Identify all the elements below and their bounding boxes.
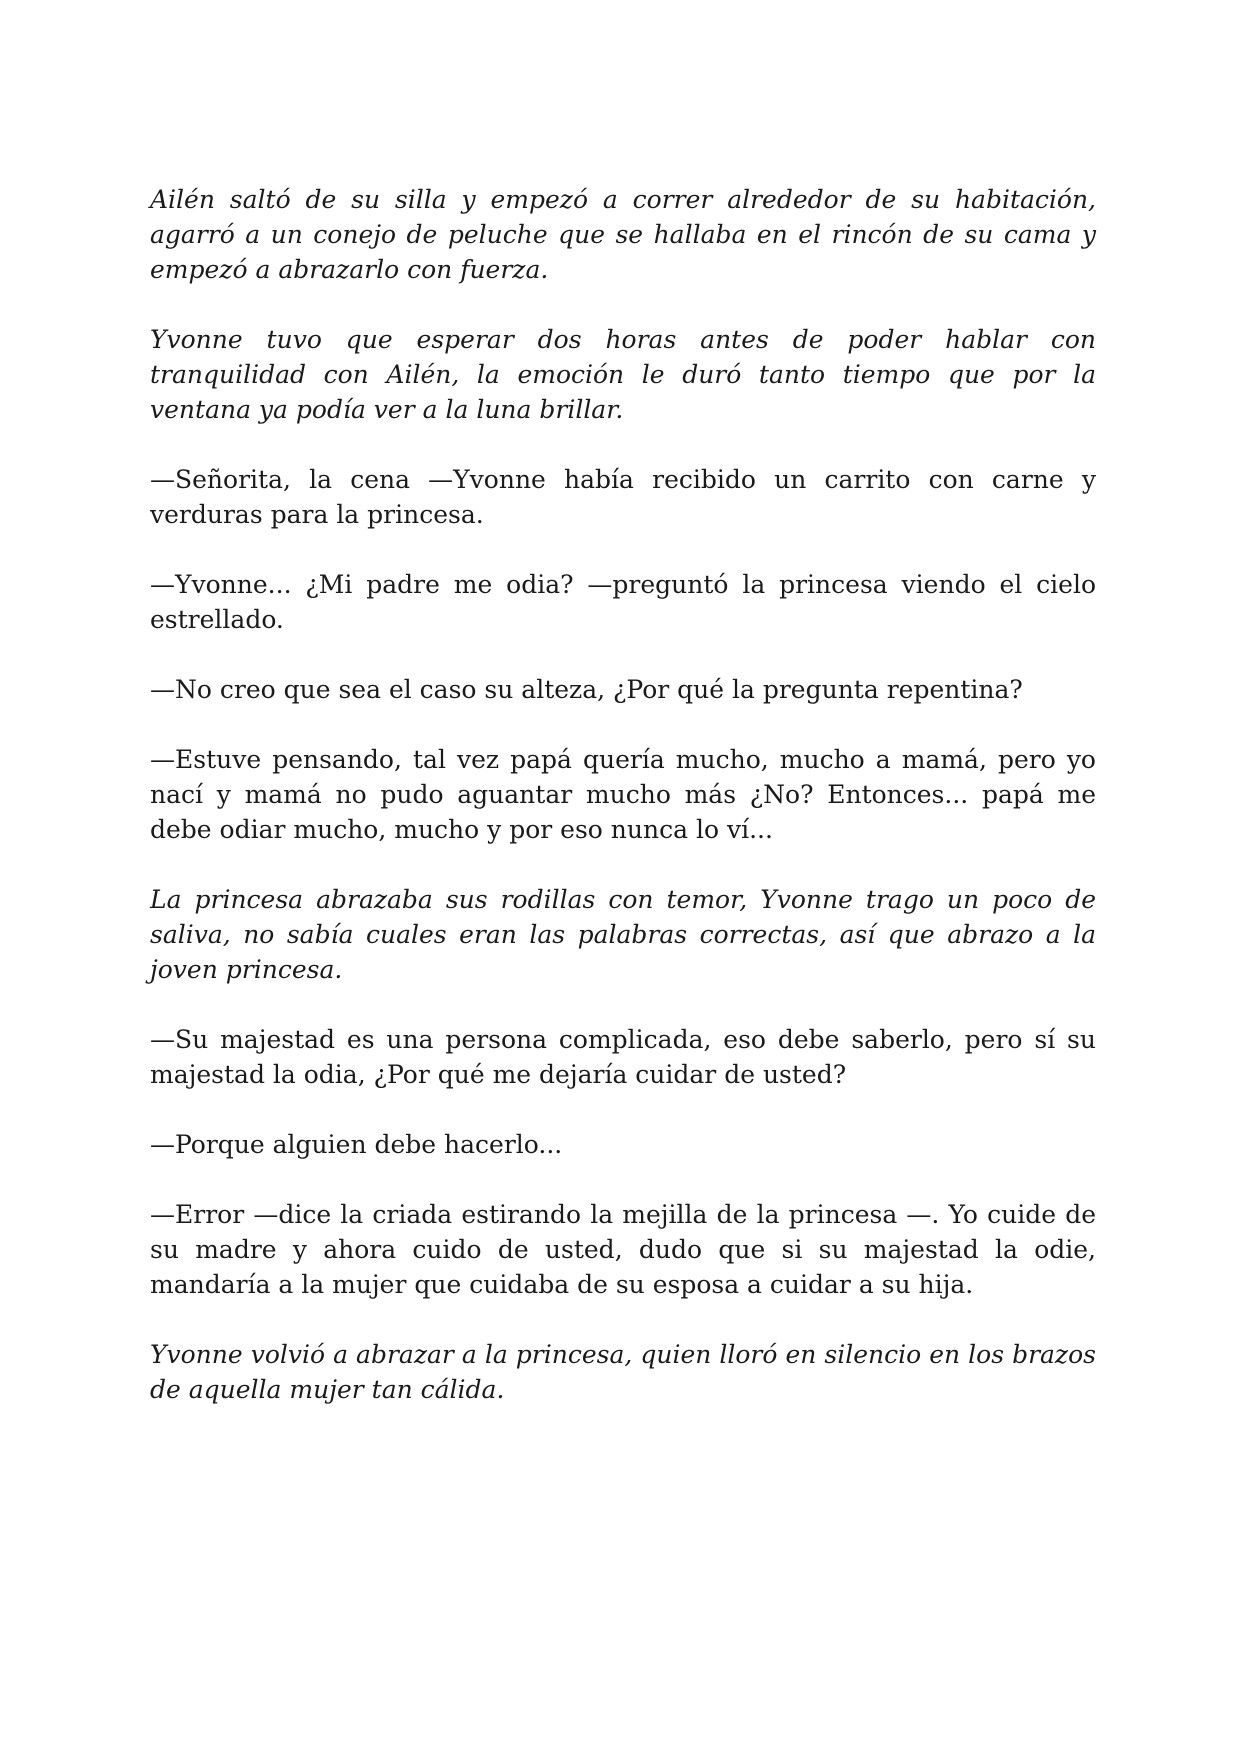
paragraph-6: —Estuve pensando, tal vez papá quería mucho, mucho a mamá, pero yo nací y mamá no pudo aguantar mucho más ¿No? Entonces... papá me debe odiar mucho, mucho y por eso nunca lo ví... — [150, 745, 1096, 844]
paragraph-2: Yvonne tuvo que esperar dos horas antes de poder hablar con tranquilidad con Ailén, la emoción le duró tanto tiempo que por la ventana ya podía ver a la luna brillar. — [150, 325, 1096, 424]
paragraph-7: La princesa abrazaba sus rodillas con temor, Yvonne trago un poco de saliva, no sabía cuales eran las palabras correctas, así que abrazo a la joven princesa. — [150, 885, 1096, 984]
paragraph-5: —No creo que sea el caso su alteza, ¿Por qué la pregunta repentina? — [150, 675, 1023, 704]
paragraph-9: —Porque alguien debe hacerlo... — [150, 1130, 563, 1159]
document-page — [150, 182, 1096, 1442]
paragraph-3: —Señorita, la cena —Yvonne había recibido un carrito con carne y verduras para la princesa. — [150, 465, 1096, 529]
paragraph-4: —Yvonne... ¿Mi padre me odia? —preguntó la princesa viendo el cielo estrellado. — [150, 570, 1096, 634]
paragraph-10: —Error —dice la criada estirando la mejilla de la princesa —. Yo cuide de su madre y ahora cuido de usted, dudo que si su majestad la odie, mandaría a la mujer que cuidaba de su esposa a cuidar a su hija. — [150, 1200, 1096, 1299]
paragraph-8: —Su majestad es una persona complicada, eso debe saberlo, pero sí su majestad la odia, ¿Por qué me dejaría cuidar de usted? — [150, 1025, 1096, 1089]
paragraph-11: Yvonne volvió a abrazar a la princesa, quien lloró en silencio en los brazos de aquella mujer tan cálida. — [150, 1340, 1096, 1404]
paragraph-1: Ailén saltó de su silla y empezó a correr alrededor de su habitación, agarró a un conejo de peluche que se hallaba en el rincón de su cama y empezó a abrazarlo con fuerza. — [150, 185, 1096, 284]
